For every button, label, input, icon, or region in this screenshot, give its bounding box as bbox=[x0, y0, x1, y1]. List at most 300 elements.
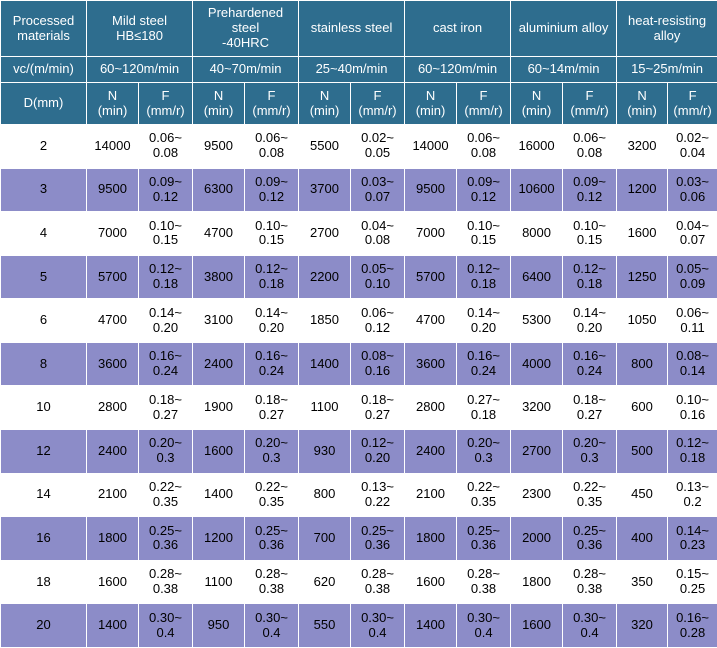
header-material-3 bbox=[405, 1, 511, 57]
header-n-2-symbol: N bbox=[319, 87, 330, 103]
cell-f-bottom: 0.16 bbox=[679, 406, 706, 422]
cell-f-bottom: 0.15 bbox=[470, 232, 497, 248]
cell-f-top: 0.18~ bbox=[149, 391, 182, 407]
table-row bbox=[1, 517, 717, 561]
cell-n: 2100 bbox=[405, 473, 457, 517]
cell-n: 2300 bbox=[511, 473, 563, 517]
cell-f-bottom: 0.24 bbox=[152, 363, 179, 379]
cell-f-bottom: 0.18 bbox=[470, 276, 497, 292]
cell-f-top: 0.06~ bbox=[467, 130, 500, 146]
cell-n: 620 bbox=[299, 560, 351, 604]
cell-f bbox=[563, 342, 617, 386]
cell-f bbox=[245, 430, 299, 474]
cell-f-top: 0.28~ bbox=[467, 566, 500, 582]
header-f-3 bbox=[457, 83, 511, 125]
cell-f-bottom: 0.24 bbox=[470, 363, 497, 379]
header-n-1 bbox=[193, 83, 245, 125]
header-f-1 bbox=[245, 83, 299, 125]
cell-f-top: 0.12~ bbox=[467, 261, 500, 277]
cell-f-top: 0.14~ bbox=[467, 304, 500, 320]
cell-f bbox=[139, 604, 193, 648]
cell-f bbox=[351, 386, 405, 430]
header-f-4 bbox=[563, 83, 617, 125]
header-material-1 bbox=[193, 1, 299, 57]
cell-f bbox=[457, 604, 511, 648]
cell-n: 5700 bbox=[87, 255, 139, 299]
cell-f-top: 0.22~ bbox=[573, 478, 606, 494]
cell-f-top: 0.22~ bbox=[467, 478, 500, 494]
cell-f-top: 0.12~ bbox=[361, 435, 394, 451]
cell-f-bottom: 0.14 bbox=[679, 363, 706, 379]
header-f-1-unit: (mm/r) bbox=[252, 102, 291, 118]
header-n-3 bbox=[405, 83, 457, 125]
header-vc-4: 60~14m/min bbox=[511, 57, 617, 83]
cell-f-top: 0.20~ bbox=[149, 435, 182, 451]
cell-f-bottom: 0.20 bbox=[364, 450, 391, 466]
cell-f-top: 0.25~ bbox=[255, 522, 288, 538]
cell-f-top: 0.16~ bbox=[467, 348, 500, 364]
cell-f-top: 0.30~ bbox=[149, 609, 182, 625]
cell-f-bottom: 0.4 bbox=[580, 624, 599, 640]
header-f-3-symbol: F bbox=[479, 87, 488, 103]
cell-f bbox=[139, 517, 193, 561]
header-material-0 bbox=[87, 1, 193, 57]
header-n-0 bbox=[87, 83, 139, 125]
cell-f-top: 0.10~ bbox=[149, 217, 182, 233]
cell-diameter: 5 bbox=[1, 255, 87, 299]
cell-n: 1800 bbox=[87, 517, 139, 561]
cell-f bbox=[139, 299, 193, 343]
table-row bbox=[1, 386, 717, 430]
cell-f-bottom: 0.35 bbox=[576, 493, 603, 509]
cell-f-top: 0.18~ bbox=[361, 391, 394, 407]
header-material-0-name: Mild steel bbox=[112, 12, 167, 28]
cell-f-bottom: 0.23 bbox=[679, 537, 706, 553]
cell-f-bottom: 0.08 bbox=[258, 145, 285, 161]
header-vc-2: 25~40m/min bbox=[299, 57, 405, 83]
cell-f-top: 0.06~ bbox=[149, 130, 182, 146]
cell-f-top: 0.13~ bbox=[676, 478, 709, 494]
cell-f-top: 0.28~ bbox=[255, 566, 288, 582]
cell-n: 1400 bbox=[193, 473, 245, 517]
cell-f bbox=[351, 342, 405, 386]
cell-f-bottom: 0.08 bbox=[152, 145, 179, 161]
header-vc-5: 15~25m/min bbox=[617, 57, 717, 83]
table-row bbox=[1, 604, 717, 648]
cell-f-top: 0.09~ bbox=[467, 173, 500, 189]
cell-n: 1400 bbox=[299, 342, 351, 386]
cell-f bbox=[139, 386, 193, 430]
cell-n: 2800 bbox=[87, 386, 139, 430]
header-n-5 bbox=[617, 83, 668, 125]
table-row bbox=[1, 212, 717, 256]
cell-f bbox=[139, 342, 193, 386]
cell-n: 700 bbox=[299, 517, 351, 561]
cell-f-bottom: 0.2 bbox=[683, 493, 702, 509]
cell-f bbox=[245, 255, 299, 299]
cell-f-top: 0.28~ bbox=[149, 566, 182, 582]
cell-f bbox=[245, 299, 299, 343]
cell-f-bottom: 0.12 bbox=[576, 188, 603, 204]
header-processed-materials-label: Processed materials bbox=[12, 12, 75, 43]
cell-f-bottom: 0.36 bbox=[258, 537, 285, 553]
cell-f-bottom: 0.27 bbox=[258, 406, 285, 422]
cell-f-top: 0.14~ bbox=[149, 304, 182, 320]
cell-n: 450 bbox=[617, 473, 668, 517]
header-f-2 bbox=[351, 83, 405, 125]
cell-f-top: 0.06~ bbox=[361, 304, 394, 320]
cell-f-bottom: 0.3 bbox=[474, 450, 493, 466]
cell-f-bottom: 0.27 bbox=[364, 406, 391, 422]
cell-f-top: 0.27~ bbox=[467, 391, 500, 407]
cell-f-bottom: 0.08 bbox=[364, 232, 391, 248]
cell-diameter: 16 bbox=[1, 517, 87, 561]
cell-f-top: 0.03~ bbox=[676, 173, 709, 189]
cell-f-bottom: 0.36 bbox=[364, 537, 391, 553]
header-n-1-symbol: N bbox=[213, 87, 224, 103]
header-n-4 bbox=[511, 83, 563, 125]
cell-n: 7000 bbox=[87, 212, 139, 256]
header-n-3-unit: (min) bbox=[415, 102, 446, 118]
cell-f bbox=[139, 560, 193, 604]
cell-f-top: 0.18~ bbox=[255, 391, 288, 407]
cell-f bbox=[457, 517, 511, 561]
cell-n: 16000 bbox=[511, 125, 563, 169]
cell-n: 1800 bbox=[511, 560, 563, 604]
cell-f-top: 0.14~ bbox=[573, 304, 606, 320]
cell-f-top: 0.04~ bbox=[676, 217, 709, 233]
cell-f-bottom: 0.35 bbox=[470, 493, 497, 509]
cell-f bbox=[245, 212, 299, 256]
cell-f-top: 0.03~ bbox=[361, 173, 394, 189]
cell-f bbox=[563, 430, 617, 474]
cell-n: 1200 bbox=[617, 168, 668, 212]
cell-f bbox=[245, 168, 299, 212]
cell-f-top: 0.16~ bbox=[255, 348, 288, 364]
table-row bbox=[1, 299, 717, 343]
cell-n: 8000 bbox=[511, 212, 563, 256]
header-material-1-spec: -40HRC bbox=[222, 34, 269, 50]
header-row-materials bbox=[1, 1, 717, 57]
cell-n: 5500 bbox=[299, 125, 351, 169]
cell-f-top: 0.13~ bbox=[361, 478, 394, 494]
cell-f-top: 0.30~ bbox=[255, 609, 288, 625]
cell-f-bottom: 0.36 bbox=[470, 537, 497, 553]
header-vc-label: vc/(m/min) bbox=[1, 57, 87, 83]
table-row bbox=[1, 125, 717, 169]
header-n-5-unit: (min) bbox=[627, 102, 657, 118]
cell-f bbox=[668, 255, 717, 299]
cell-f bbox=[563, 255, 617, 299]
header-f-5-symbol: F bbox=[688, 87, 697, 103]
cell-n: 10600 bbox=[511, 168, 563, 212]
cell-f-bottom: 0.18 bbox=[152, 276, 179, 292]
cell-f-top: 0.10~ bbox=[255, 217, 288, 233]
cell-f-top: 0.06~ bbox=[573, 130, 606, 146]
cell-f bbox=[563, 604, 617, 648]
header-f-5 bbox=[668, 83, 717, 125]
cell-diameter: 18 bbox=[1, 560, 87, 604]
cell-n: 800 bbox=[617, 342, 668, 386]
header-n-0-symbol: N bbox=[107, 87, 118, 103]
cell-f bbox=[245, 560, 299, 604]
cell-f-bottom: 0.12 bbox=[470, 188, 497, 204]
header-material-5 bbox=[617, 1, 717, 57]
cell-f bbox=[245, 604, 299, 648]
cell-diameter: 6 bbox=[1, 299, 87, 343]
cell-f bbox=[457, 299, 511, 343]
cell-f bbox=[351, 212, 405, 256]
cell-f-bottom: 0.36 bbox=[152, 537, 179, 553]
cell-n: 1100 bbox=[193, 560, 245, 604]
header-f-5-unit: (mm/r) bbox=[673, 102, 712, 118]
cell-f-bottom: 0.12 bbox=[258, 188, 285, 204]
cell-f-top: 0.20~ bbox=[573, 435, 606, 451]
cell-f-top: 0.25~ bbox=[361, 522, 394, 538]
cell-f-bottom: 0.18 bbox=[470, 406, 497, 422]
cell-f-top: 0.12~ bbox=[149, 261, 182, 277]
cell-f bbox=[668, 430, 717, 474]
cell-f bbox=[457, 168, 511, 212]
header-material-3-name: cast iron bbox=[432, 20, 483, 36]
cell-diameter: 10 bbox=[1, 386, 87, 430]
cell-f bbox=[245, 342, 299, 386]
cell-f-bottom: 0.18 bbox=[576, 276, 603, 292]
cell-n: 2100 bbox=[87, 473, 139, 517]
cell-n: 9500 bbox=[87, 168, 139, 212]
cell-f-top: 0.02~ bbox=[361, 130, 394, 146]
header-n-1-unit: (min) bbox=[203, 102, 234, 118]
cell-f-bottom: 0.25 bbox=[679, 581, 706, 597]
cell-n: 950 bbox=[193, 604, 245, 648]
cell-f-bottom: 0.38 bbox=[576, 581, 603, 597]
cell-f bbox=[563, 212, 617, 256]
cell-n: 2000 bbox=[511, 517, 563, 561]
header-material-0-spec: HB≤180 bbox=[116, 27, 163, 43]
cell-f-top: 0.04~ bbox=[361, 217, 394, 233]
header-f-0 bbox=[139, 83, 193, 125]
cell-n: 1600 bbox=[405, 560, 457, 604]
header-f-1-symbol: F bbox=[267, 87, 276, 103]
cell-n: 1400 bbox=[87, 604, 139, 648]
cell-n: 6300 bbox=[193, 168, 245, 212]
cell-f-top: 0.08~ bbox=[361, 348, 394, 364]
cell-n: 2200 bbox=[299, 255, 351, 299]
cell-f bbox=[563, 386, 617, 430]
cell-f-bottom: 0.3 bbox=[156, 450, 175, 466]
cell-f-bottom: 0.35 bbox=[152, 493, 179, 509]
cell-f-top: 0.18~ bbox=[573, 391, 606, 407]
cell-n: 4700 bbox=[87, 299, 139, 343]
header-n-3-symbol: N bbox=[425, 87, 436, 103]
cell-f-bottom: 0.18 bbox=[258, 276, 285, 292]
cell-f bbox=[351, 517, 405, 561]
cell-f-top: 0.22~ bbox=[255, 478, 288, 494]
cell-f-top: 0.12~ bbox=[255, 261, 288, 277]
cell-f-top: 0.25~ bbox=[467, 522, 500, 538]
cell-n: 4700 bbox=[193, 212, 245, 256]
cell-f bbox=[245, 125, 299, 169]
header-material-4-name: aluminium alloy bbox=[518, 20, 609, 36]
cell-f-top: 0.05~ bbox=[361, 261, 394, 277]
cell-f-bottom: 0.04 bbox=[679, 145, 706, 161]
cell-f bbox=[563, 560, 617, 604]
cell-n: 550 bbox=[299, 604, 351, 648]
cell-f bbox=[139, 473, 193, 517]
header-vc-1: 40~70m/min bbox=[193, 57, 299, 83]
cell-f bbox=[457, 386, 511, 430]
table-row bbox=[1, 168, 717, 212]
cell-diameter: 14 bbox=[1, 473, 87, 517]
cell-f-bottom: 0.4 bbox=[474, 624, 493, 640]
cell-n: 3100 bbox=[193, 299, 245, 343]
cell-f-top: 0.10~ bbox=[676, 391, 709, 407]
cell-n: 1600 bbox=[617, 212, 668, 256]
cell-f-top: 0.16~ bbox=[676, 609, 709, 625]
cell-f bbox=[668, 560, 717, 604]
cell-n: 2400 bbox=[193, 342, 245, 386]
cell-n: 9500 bbox=[193, 125, 245, 169]
cell-f-bottom: 0.09 bbox=[679, 276, 706, 292]
header-n-4-symbol: N bbox=[531, 87, 542, 103]
cell-f bbox=[457, 560, 511, 604]
header-vc-3: 60~120m/min bbox=[405, 57, 511, 83]
cell-f-bottom: 0.22 bbox=[364, 493, 391, 509]
cell-f bbox=[139, 168, 193, 212]
cell-n: 1050 bbox=[617, 299, 668, 343]
header-n-0-unit: (min) bbox=[97, 102, 128, 118]
cell-f-bottom: 0.08 bbox=[576, 145, 603, 161]
cell-f bbox=[139, 430, 193, 474]
header-f-4-unit: (mm/r) bbox=[570, 102, 609, 118]
header-n-5-symbol: N bbox=[637, 87, 647, 103]
cell-diameter: 20 bbox=[1, 604, 87, 648]
cell-f-top: 0.10~ bbox=[467, 217, 500, 233]
cell-f-bottom: 0.28 bbox=[679, 624, 706, 640]
cell-f bbox=[563, 299, 617, 343]
cell-n: 3200 bbox=[617, 125, 668, 169]
cell-f-bottom: 0.3 bbox=[580, 450, 599, 466]
cell-n: 1800 bbox=[405, 517, 457, 561]
header-processed-materials bbox=[1, 1, 87, 57]
cell-n: 1600 bbox=[193, 430, 245, 474]
cell-f-top: 0.20~ bbox=[467, 435, 500, 451]
cell-n: 3600 bbox=[87, 342, 139, 386]
cell-f-bottom: 0.27 bbox=[576, 406, 603, 422]
cell-f-bottom: 0.20 bbox=[152, 319, 179, 335]
cell-f bbox=[457, 430, 511, 474]
cell-f bbox=[457, 342, 511, 386]
cell-f bbox=[563, 125, 617, 169]
cell-f-bottom: 0.06 bbox=[679, 188, 706, 204]
cell-f-bottom: 0.16 bbox=[364, 363, 391, 379]
cell-f-bottom: 0.24 bbox=[258, 363, 285, 379]
cell-f-top: 0.28~ bbox=[573, 566, 606, 582]
cell-f bbox=[245, 386, 299, 430]
cell-n: 2700 bbox=[511, 430, 563, 474]
cell-f-bottom: 0.07 bbox=[679, 232, 706, 248]
cell-f-bottom: 0.24 bbox=[576, 363, 603, 379]
cell-f-top: 0.16~ bbox=[149, 348, 182, 364]
cell-n: 930 bbox=[299, 430, 351, 474]
header-f-3-unit: (mm/r) bbox=[464, 102, 503, 118]
cell-f-top: 0.30~ bbox=[573, 609, 606, 625]
table-row bbox=[1, 430, 717, 474]
table-row bbox=[1, 560, 717, 604]
cell-f-bottom: 0.38 bbox=[364, 581, 391, 597]
header-f-2-symbol: F bbox=[373, 87, 382, 103]
header-f-2-unit: (mm/r) bbox=[358, 102, 397, 118]
cell-f bbox=[563, 168, 617, 212]
header-f-0-symbol: F bbox=[161, 87, 170, 103]
cell-n: 500 bbox=[617, 430, 668, 474]
cell-f-bottom: 0.38 bbox=[470, 581, 497, 597]
cell-f-top: 0.08~ bbox=[676, 348, 709, 364]
cell-n: 4000 bbox=[511, 342, 563, 386]
cell-n: 3200 bbox=[511, 386, 563, 430]
cell-f-bottom: 0.11 bbox=[680, 319, 705, 335]
cell-f-bottom: 0.12 bbox=[152, 188, 179, 204]
cell-f-top: 0.06~ bbox=[255, 130, 288, 146]
cell-n: 7000 bbox=[405, 212, 457, 256]
cell-n: 1900 bbox=[193, 386, 245, 430]
cell-n: 3700 bbox=[299, 168, 351, 212]
cell-f bbox=[139, 125, 193, 169]
cell-f bbox=[563, 473, 617, 517]
cell-f-top: 0.30~ bbox=[361, 609, 394, 625]
cell-n: 400 bbox=[617, 517, 668, 561]
cell-n: 14000 bbox=[87, 125, 139, 169]
cell-f-bottom: 0.10 bbox=[364, 276, 391, 292]
cell-f-bottom: 0.4 bbox=[262, 624, 281, 640]
cell-n: 1200 bbox=[193, 517, 245, 561]
header-vc-0: 60~120m/min bbox=[87, 57, 193, 83]
cell-n: 1100 bbox=[299, 386, 351, 430]
cell-n: 1850 bbox=[299, 299, 351, 343]
header-row-nf bbox=[1, 83, 717, 125]
cell-f-bottom: 0.38 bbox=[258, 581, 285, 597]
cell-f bbox=[457, 125, 511, 169]
header-f-4-symbol: F bbox=[585, 87, 594, 103]
header-diameter-label: D(mm) bbox=[1, 83, 87, 125]
cell-n: 5700 bbox=[405, 255, 457, 299]
cell-diameter: 4 bbox=[1, 212, 87, 256]
cell-n: 2400 bbox=[87, 430, 139, 474]
cell-f-top: 0.20~ bbox=[255, 435, 288, 451]
cell-f-top: 0.28~ bbox=[361, 566, 394, 582]
cell-f-bottom: 0.15 bbox=[258, 232, 285, 248]
table-row bbox=[1, 342, 717, 386]
cell-n: 1250 bbox=[617, 255, 668, 299]
cell-f bbox=[668, 473, 717, 517]
cell-n: 14000 bbox=[405, 125, 457, 169]
cell-f-top: 0.12~ bbox=[573, 261, 606, 277]
cell-n: 9500 bbox=[405, 168, 457, 212]
cell-f bbox=[351, 560, 405, 604]
header-row-vc bbox=[1, 57, 717, 83]
cell-f-bottom: 0.36 bbox=[576, 537, 603, 553]
cell-f bbox=[668, 386, 717, 430]
table-row bbox=[1, 473, 717, 517]
cell-f bbox=[139, 255, 193, 299]
cell-f-bottom: 0.20 bbox=[258, 319, 285, 335]
cell-f bbox=[457, 212, 511, 256]
cell-n: 1400 bbox=[405, 604, 457, 648]
cell-f-bottom: 0.20 bbox=[470, 319, 497, 335]
cell-f bbox=[351, 255, 405, 299]
cell-f bbox=[563, 517, 617, 561]
cell-f-bottom: 0.4 bbox=[368, 624, 387, 640]
